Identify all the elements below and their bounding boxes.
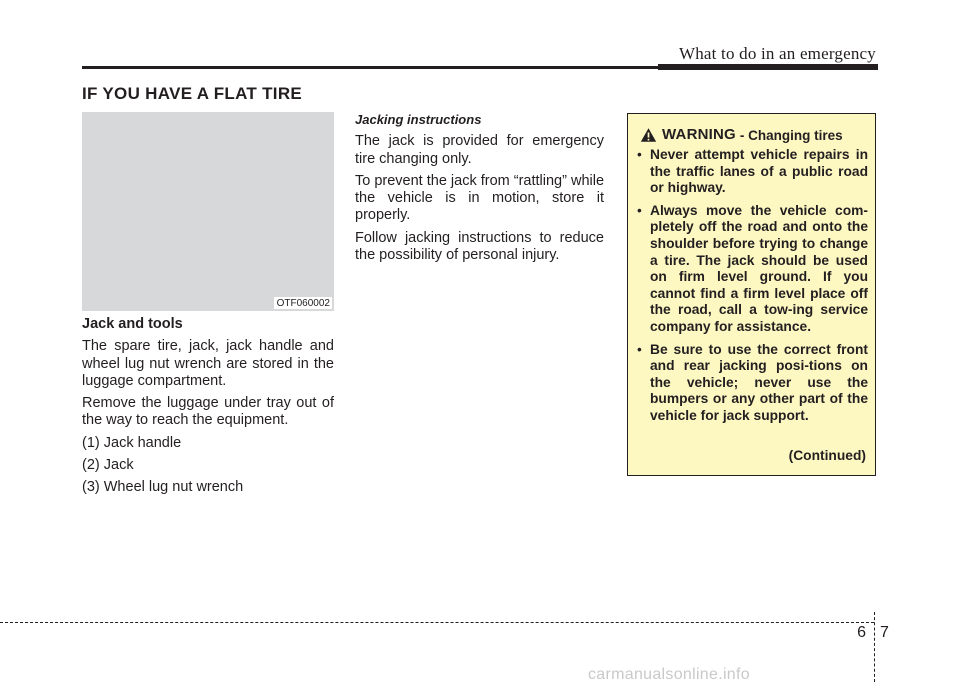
header-title: What to do in an emergency [678,44,876,63]
figure-code: OTF060002 [274,297,332,309]
footer-rule [0,622,874,623]
figure-image [82,112,334,311]
warning-item: • Be sure to use the correct front and rear jacking posi-tions on the vehicle; never use the bumpers or any other part of the vehicle for jack support. [636,342,868,425]
section-title: IF YOU HAVE A FLAT TIRE [82,84,303,103]
left-column [82,316,334,502]
jacking-instructions-heading: Jacking instructions [355,112,482,127]
warning-subtitle: - Changing tires [739,128,843,143]
paragraph: Follow jacking instructions to reduce the possibility of personal injury. [355,229,604,264]
paragraph: The jack is provided for emergency tire changing only. [355,133,604,167]
list-item: (3) Wheel lug nut wrench [82,479,244,496]
header-rule-accent [658,64,878,70]
paragraph: Remove the luggage under tray out of the way to reach the equipment. [82,395,334,429]
middle-column [355,111,604,269]
footer-page-number: 7 [880,624,889,641]
warning-header [640,126,870,143]
warning-list [636,147,868,431]
warning-box [627,113,876,476]
paragraph: To prevent the jack from “rattling” while the vehicle is in motion, store it properly. [355,172,605,224]
list-item: (2) Jack [82,457,134,474]
warning-item: • Always move the vehicle com-pletely off the road and onto the shoulder before trying to change a tire. The jack should be used on firm level ground. If you cannot find a firm level place off the road, call a tow-ing service company for assistance. [636,203,868,336]
paragraph: The spare tire, jack, jack handle and wheel lug nut wrench are stored in the luggage compartment. [82,338,334,389]
list-item: (1) Jack handle [82,434,182,451]
footer-divider [874,612,875,682]
jack-and-tools-heading: Jack and tools [82,316,183,332]
warning-item: • Never attempt vehicle repairs in the traffic lanes of a public road or highway. [636,147,868,197]
watermark: carmanualsonline.info [588,666,750,683]
warning-triangle-icon [640,127,657,143]
footer-chapter-number: 6 [857,624,866,641]
warning-continued: (Continued) [788,448,866,463]
warning-label: WARNING [662,126,736,143]
